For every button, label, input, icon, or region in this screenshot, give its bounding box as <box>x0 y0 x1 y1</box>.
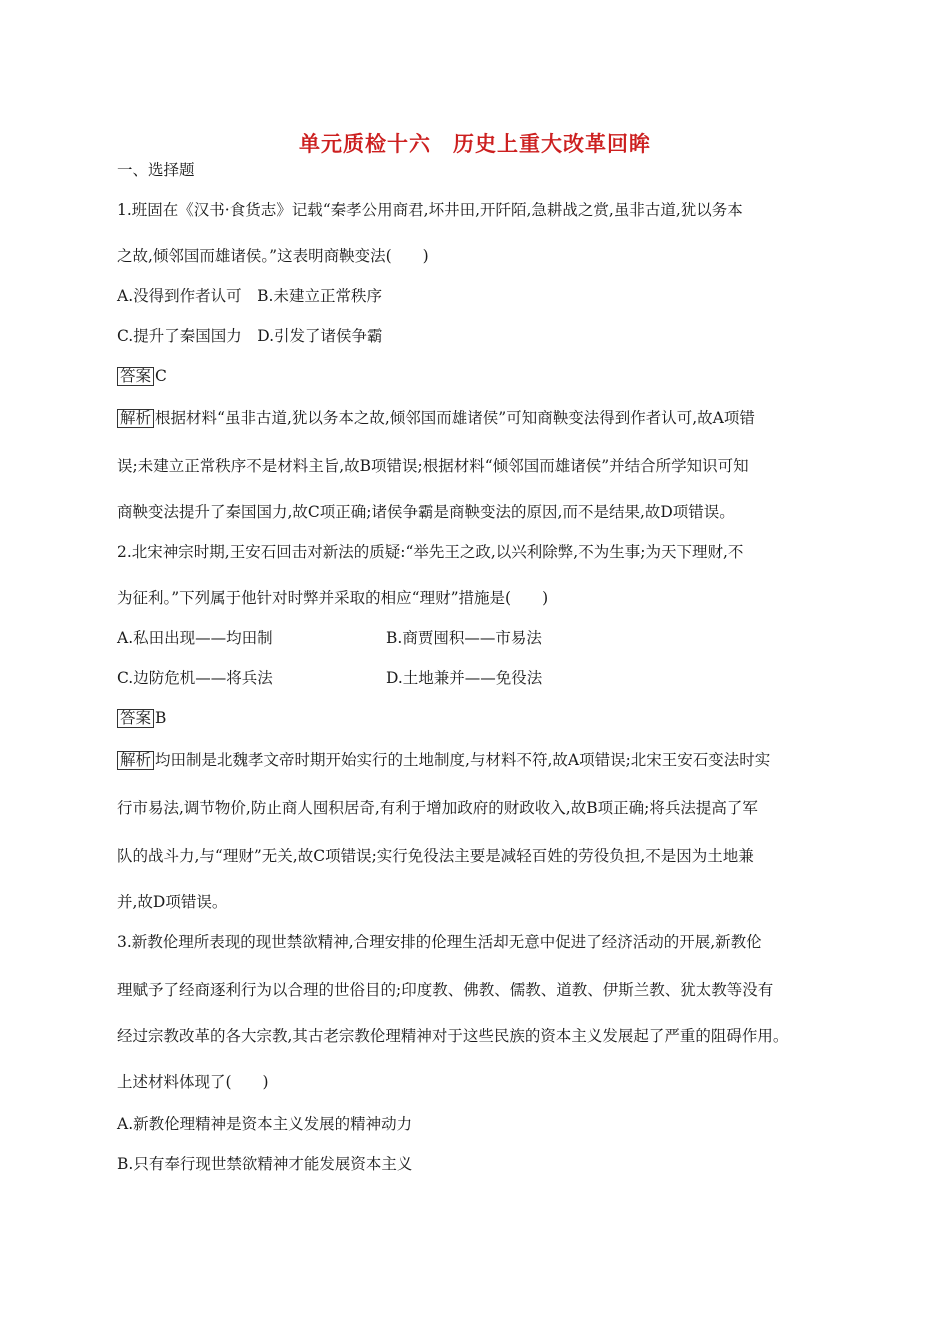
q2-option-d: D.土地兼并——免役法 <box>386 669 543 687</box>
q1-answer <box>117 366 167 386</box>
analysis-label: 解析 <box>117 409 154 428</box>
q1-analysis-line-1 <box>117 408 755 428</box>
answer-label: 答案 <box>117 709 154 728</box>
q3-option-a: A.新教伦理精神是资本主义发展的精神动力 <box>117 1115 413 1133</box>
answer-label: 答案 <box>117 367 154 386</box>
q2-analysis-line-1 <box>117 750 770 770</box>
q2-analysis-line-2: 行市易法,调节物价,防止商人囤积居奇,有利于增加政府的财政收入,故B项正确;将兵法提高了军 <box>117 799 758 817</box>
q1-stem-line-2: 之故,倾邻国而雄诸侯。”这表明商鞅变法( ) <box>117 247 429 265</box>
analysis-text: 均田制是北魏孝文帝时期开始实行的土地制度,与材料不符,故A项错误;北宋王安石变法时实 <box>155 751 771 769</box>
q2-analysis-line-4: 并,故D项错误。 <box>117 893 228 911</box>
q1-analysis-line-3: 商鞅变法提升了秦国国力,故C项正确;诸侯争霸是商鞅变法的原因,而不是结果,故D项错误。 <box>117 503 735 521</box>
q1-options-line-2: C.提升了秦国国力 D.引发了诸侯争霸 <box>117 327 383 345</box>
q2-stem-line-2: 为征利。”下列属于他针对时弊并采取的相应“理财”措施是( ) <box>117 589 549 607</box>
q2-stem-line-1: 2.北宋神宗时期,王安石回击对新法的质疑:“举先王之政,以兴利除弊,不为生事;为天下理财,不 <box>117 543 744 561</box>
q2-option-a: A.私田出现——均田制 <box>117 629 273 647</box>
q2-analysis-line-3: 队的战斗力,与“理财”无关,故C项错误;实行免役法主要是减轻百姓的劳役负担,不是因为土地兼 <box>117 847 754 865</box>
answer-value: C <box>155 367 167 385</box>
q1-stem-line-1: 1.班固在《汉书·食货志》记载“秦孝公用商君,坏井田,开阡陌,急耕战之赏,虽非古道,犹以务本 <box>117 201 743 219</box>
q1-options-line-1: A.没得到作者认可 B.未建立正常秩序 <box>117 287 382 305</box>
q1-analysis-line-2: 误;未建立正常秩序不是材料主旨,故B项错误;根据材料“倾邻国而雄诸侯”并结合所学知识可知 <box>117 457 749 475</box>
q3-stem-line-4: 上述材料体现了( ) <box>117 1073 269 1091</box>
q3-stem-line-2: 理赋予了经商逐利行为以合理的世俗目的;印度教、佛教、儒教、道教、伊斯兰教、犹太教等没有 <box>117 981 774 999</box>
q3-stem-line-1: 3.新教伦理所表现的现世禁欲精神,合理安排的伦理生活却无意中促进了经济活动的开展,新教伦 <box>117 933 762 951</box>
q2-option-c: C.边防危机——将兵法 <box>117 669 273 687</box>
page-title: 单元质检十六 历史上重大改革回眸 <box>299 132 651 156</box>
analysis-label: 解析 <box>117 751 154 770</box>
q3-stem-line-3: 经过宗教改革的各大宗教,其古老宗教伦理精神对于这些民族的资本主义发展起了严重的阻碍作用。 <box>117 1027 789 1045</box>
answer-value: B <box>155 709 167 727</box>
q3-option-b: B.只有奉行现世禁欲精神才能发展资本主义 <box>117 1155 413 1173</box>
analysis-text: 根据材料“虽非古道,犹以务本之故,倾邻国而雄诸侯”可知商鞅变法得到作者认可,故A项错 <box>155 409 755 427</box>
q2-answer <box>117 708 166 728</box>
section-heading: 一、选择题 <box>117 161 195 179</box>
q2-option-b: B.商贾囤积——市易法 <box>386 629 542 647</box>
